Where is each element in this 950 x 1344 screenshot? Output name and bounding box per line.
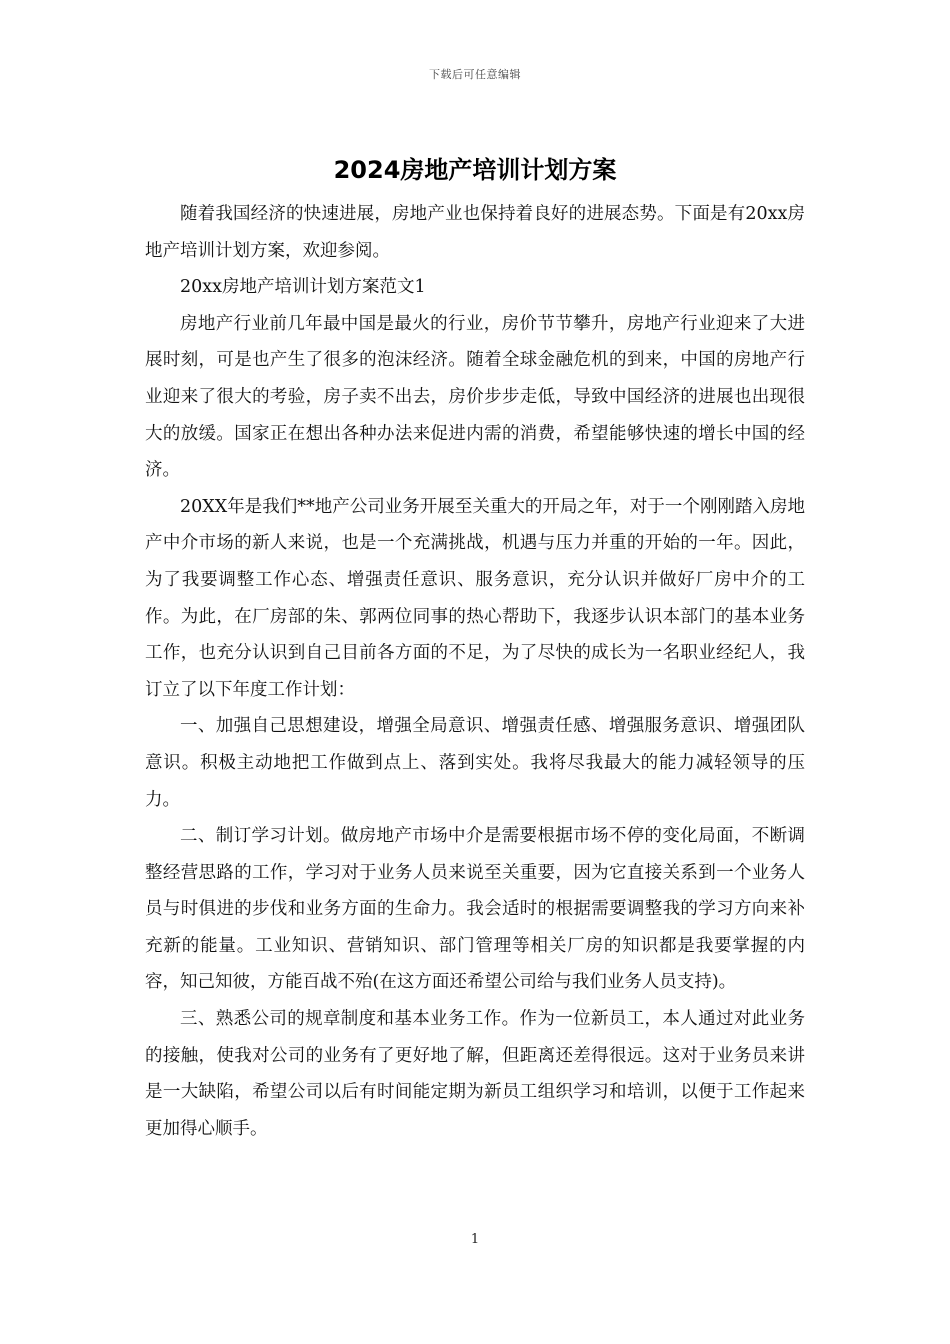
plan-item-two: 二、制订学习计划。做房地产市场中介是需要根据市场不停的变化局面，不断调整经营思路的工作，学习对于业务人员来说至关重要，因为它直接关系到一个业务人员与时俱进的步伐和业务方面的生命力。我会适时的根据需要调整我的学习方向来补充新的能量。工业知识、营销知识、部门管理等相关厂房的知识都是我要掌握的内容，知己知彼，方能百战不殆(在这方面还希望公司给与我们业务人员支持)。 — [145, 826, 805, 993]
document-body — [145, 196, 805, 1147]
plan-item-three: 三、熟悉公司的规章制度和基本业务工作。作为一位新员工，本人通过对此业务的接触，使我对公司的业务有了更好地了解，但距离还差得很远。这对于业务员来讲是一大缺陷，希望公司以后有时间能定期为新员工组织学习和培训，以便于工作起来更加得心顺手。 — [145, 1009, 805, 1139]
header-note: 下载后可任意编辑 — [429, 68, 521, 81]
body-paragraph: 房地产行业前几年最中国是最火的行业，房价节节攀升，房地产行业迎来了大进展时刻，可是也产生了很多的泡沫经济。随着全球金融危机的到来，中国的房地产行业迎来了很大的考验，房子卖不出去，房价步步走低，导致中国经济的进展也出现很大的放缓。国家正在想出各种办法来促进内需的消费，希望能够快速的增长中国的经济。 — [145, 313, 805, 481]
body-paragraph: 20XX年是我们**地产公司业务开展至关重大的开局之年，对于一个刚刚踏入房地产中介市场的新人来说，也是一个充满挑战，机遇与压力并重的开始的一年。因此，为了我要调整工作心态、增强责任意识、服务意识，充分认识并做好厂房中介的工作。为此，在厂房部的朱、郭两位同事的热心帮助下，我逐步认识本部门的基本业务工作，也充分认识到自己目前各方面的不足，为了尽快的成长为一名职业经纪人，我订立了以下年度工作计划： — [145, 496, 805, 700]
intro-paragraph: 随着我国经济的快速进展，房地产业也保持着良好的进展态势。下面是有20xx房地产培训计划方案，欢迎参阅。 — [145, 204, 805, 261]
plan-item-one: 一、加强自己思想建设，增强全局意识、增强责任感、增强服务意识、增强团队意识。积极主动地把工作做到点上、落到实处。我将尽我最大的能力减轻领导的压力。 — [145, 716, 805, 810]
document-title: 2024房地产培训计划方案 — [333, 156, 617, 184]
page-number: 1 — [470, 1232, 480, 1247]
sample-heading: 20xx房地产培训计划方案范文1 — [180, 277, 426, 298]
